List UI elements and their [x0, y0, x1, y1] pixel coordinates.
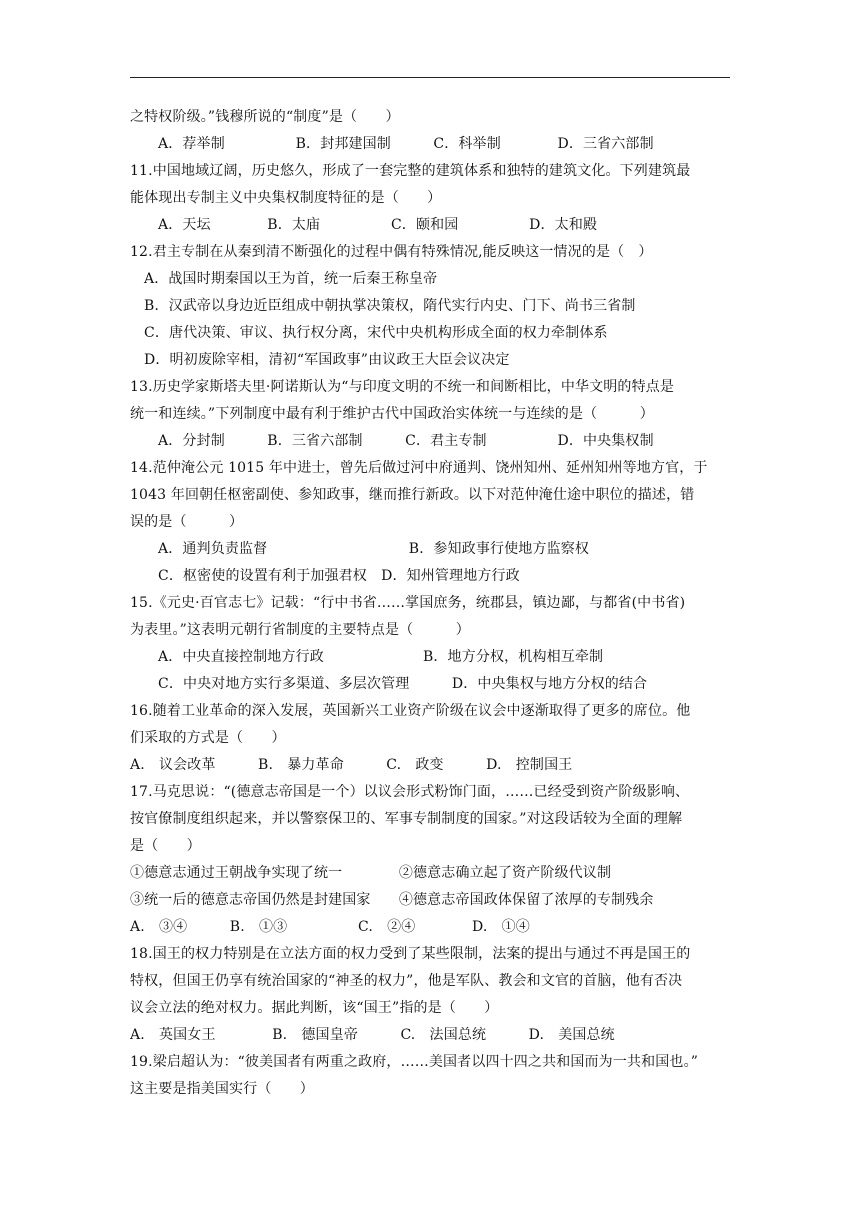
answer-option: A．战国时期秦国以王为首，统一后秦王称皇帝 — [144, 271, 438, 287]
question-17: 17.马克思说：“(德意志帝国是一个）以议会形式粉饰门面，……已经受到资产阶级影响、 — [130, 784, 690, 800]
statement-options: ①德意志通过王朝战争实现了统一 ②德意志确立起了资产阶级代议制 — [130, 865, 612, 881]
answer-option: C．唐代决策、审议、执行权分离，宋代中央机构形成全面的权力牵制体系 — [144, 325, 608, 341]
question-11: 11.中国地域辽阔，历史悠久，形成了一套完整的建筑体系和独特的建筑文化。下列建筑最 — [130, 163, 691, 179]
text-line: 之特权阶级。”钱穆所说的“制度”是（ ） — [130, 109, 400, 125]
answer-option: B．汉武帝以身边近臣组成中朝执掌决策权，隋代实行内史、门下、尚书三省制 — [144, 298, 636, 314]
answer-option: D．明初废除宰相，清初“军国政事”由议政王大臣会议决定 — [144, 352, 510, 368]
question-18: 18.国王的权力特别是在立法方面的权力受到了某些限制，法案的提出与通过不再是国王的 — [130, 946, 691, 962]
question-12: 12.君主专制在从秦到清不断强化的过程中偶有特殊情况,能反映这一情况的是（ ） — [130, 244, 653, 260]
answer-options: A．分封制 B．三省六部制 C．君主专制 D．中央集权制 — [158, 433, 654, 449]
answer-options: A．天坛 B．太庙 C．颐和园 D．太和殿 — [158, 217, 598, 233]
text-line: 们采取的方式是（ ） — [130, 730, 286, 746]
text-line: 统一和连续。”下列制度中最有利于维护古代中国政治实体统一与连续的是（ ） — [130, 406, 654, 422]
text-line: 误的是（ ） — [130, 514, 244, 530]
answer-options: A. 英国女王 B. 德国皇帝 C. 法国总统 D. 美国总统 — [130, 1027, 615, 1043]
text-line: 议会立法的绝对权力。据此判断，该“国王”指的是（ ） — [130, 1000, 499, 1016]
answer-options: C．中央对地方实行多渠道、多层次管理 D．中央集权与地方分权的结合 — [158, 676, 648, 692]
text-line: 1043 年回朝任枢密副使、参知政事，继而推行新政。以下对范仲淹仕途中职位的描述，错 — [130, 487, 695, 503]
answer-options: A. ③④ B. ①③ C. ②④ D. ①④ — [130, 919, 530, 935]
question-16: 16.随着工业革命的深入发展，英国新兴工业资产阶级在议会中逐渐取得了更多的席位。他 — [130, 703, 691, 719]
answer-options: A．荐举制 B．封邦建国制 C．科举制 D．三省六部制 — [158, 136, 654, 152]
question-15: 15.《元史·百官志七》记载：“行中书省……掌国庶务，统郡县，镇边鄙，与都省(中书省) — [130, 595, 686, 611]
question-13: 13.历史学家斯塔夫里·阿诺斯认为“与印度文明的不统一和间断相比，中华文明的特点是 — [130, 379, 675, 395]
answer-options: A．通判负责监督 B．参知政事行使地方监察权 — [158, 541, 590, 557]
header-rule — [130, 77, 730, 78]
text-line: 特权，但国王仍享有统治国家的“神圣的权力”，他是军队、教会和文官的首脑，他有否决 — [130, 973, 683, 989]
text-line: 能体现出专制主义中央集权制度特征的是（ ） — [130, 190, 442, 206]
text-line: 为表里。”这表明元朝行省制度的主要特点是（ ） — [130, 622, 470, 638]
text-line: 按官僚制度组织起来，并以警察保卫的、军事专制制度的国家。”对这段话较为全面的理解 — [130, 811, 683, 827]
answer-options: A. 议会改革 B. 暴力革命 C. 政变 D. 控制国王 — [130, 757, 573, 773]
question-19: 19.梁启超认为：“彼美国者有两重之政府，……美国者以四十四之共和国而为一共和国也。” — [130, 1054, 699, 1070]
text-line: 是（ ） — [130, 838, 201, 854]
statement-options: ③统一后的德意志帝国仍然是封建国家 ④德意志帝国政体保留了浓厚的专制残余 — [130, 892, 654, 908]
question-14: 14.范仲淹公元 1015 年中进士，曾先后做过河中府通判、饶州知州、延州知州等地方官，于 — [130, 460, 708, 476]
text-line: 这主要是指美国实行（ ） — [130, 1081, 314, 1097]
answer-options: C．枢密使的设置有利于加强君权 D．知州管理地方行政 — [158, 568, 520, 584]
answer-options: A．中央直接控制地方行政 B．地方分权，机构相互牵制 — [158, 649, 604, 665]
